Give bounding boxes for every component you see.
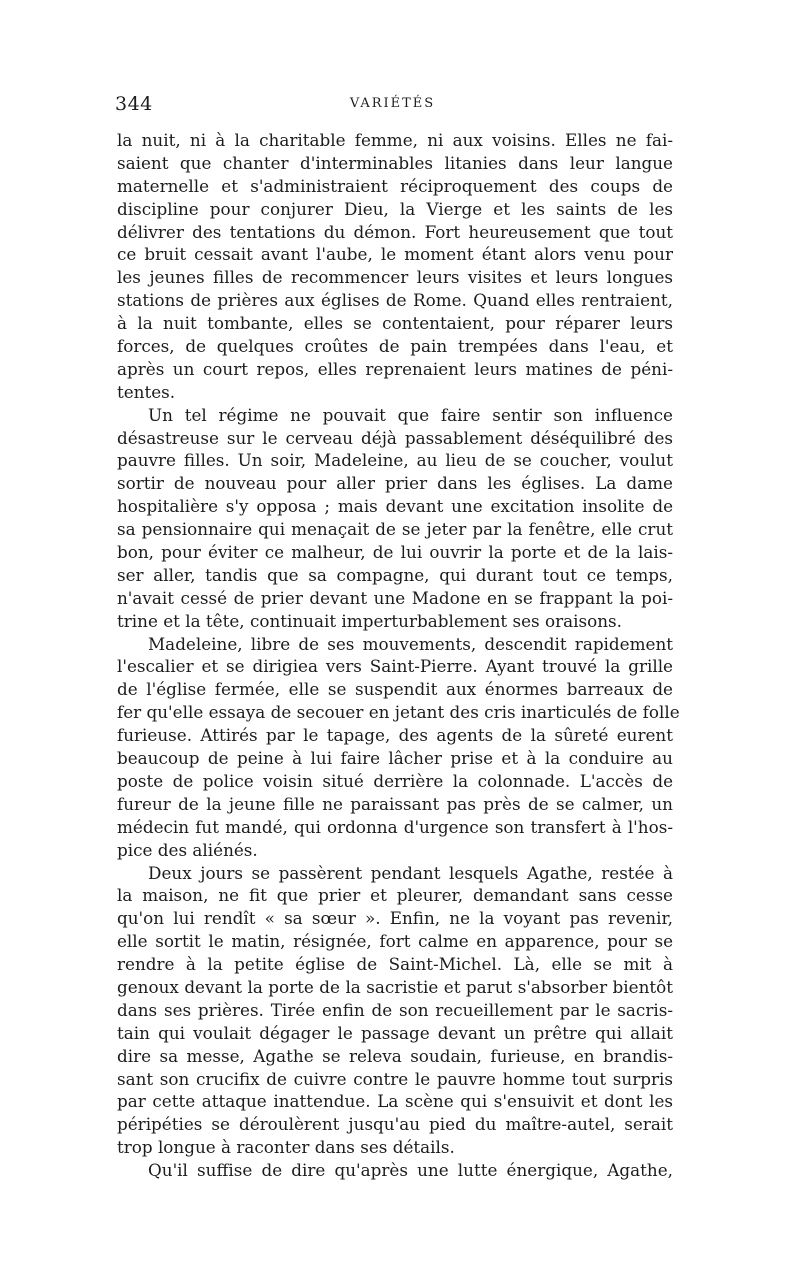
text-line: fer qu'elle essaya de secouer en jetant des cris inarticulés de folle (117, 702, 680, 723)
text-line: elle sortit le matin, résignée, fort calme en apparence, pour se (117, 931, 673, 952)
text-line: tain qui voulait dégager le passage devant un prêtre qui allait (117, 1022, 673, 1043)
text-line: désastreuse sur le cerveau déjà passablement déséquilibré des (117, 427, 673, 448)
text-line: après un court repos, elles reprenaient leurs matines de péni- (117, 358, 673, 379)
text-line: hospitalière s'y opposa ; mais devant une excitation insolite de (117, 496, 673, 517)
text-line: pauvre filles. Un soir, Madeleine, au lieu de se coucher, voulut (117, 450, 673, 471)
text-line: tentes. (117, 381, 176, 402)
text-line: dans ses prières. Tirée enfin de son recueillement par le sacris- (117, 999, 673, 1020)
text-line: trine et la tête, continuait imperturbablement ses oraisons. (117, 610, 622, 631)
text-line: les jeunes filles de recommencer leurs visites et leurs longues (117, 267, 673, 288)
text-line: bon, pour éviter ce malheur, de lui ouvrir la porte et de la lais- (117, 542, 673, 563)
text-line: ce bruit cessait avant l'aube, le moment étant alors venu pour (117, 244, 673, 265)
text-line: qu'on lui rendît « sa sœur ». Enfin, ne la voyant pas revenir, (117, 908, 673, 929)
text-line: par cette attaque inattendue. La scène qui s'ensuivit et dont les (117, 1091, 673, 1112)
text-line: sa pensionnaire qui menaçait de se jeter par la fenêtre, elle crut (117, 519, 673, 540)
text-line: fureur de la jeune fille ne paraissant pas près de se calmer, un (117, 793, 673, 814)
text-line: dire sa messe, Agathe se releva soudain, furieuse, en brandis- (117, 1045, 673, 1066)
text-line: poste de police voisin situé derrière la colonnade. L'accès de (117, 770, 673, 791)
text-line: sant son crucifix de cuivre contre le pauvre homme tout surpris (117, 1068, 673, 1089)
text-line: médecin fut mandé, qui ordonna d'urgence son transfert à l'hos- (117, 816, 673, 837)
body-text (117, 129, 680, 1182)
text-line: la nuit, ni à la charitable femme, ni aux voisins. Elles ne fai- (117, 130, 673, 150)
text-line: furieuse. Attirés par le tapage, des agents de la sûreté eurent (117, 725, 673, 746)
text-line: sortir de nouveau pour aller prier dans les églises. La dame (117, 473, 673, 494)
text-line: Madeleine, libre de ses mouvements, descendit rapidement (148, 633, 673, 654)
text-line: Deux jours se passèrent pendant lesquels Agathe, restée à (148, 862, 673, 883)
text-line: ser aller, tandis que sa compagne, qui durant tout ce temps, (117, 564, 673, 585)
text-line: rendre à la petite église de Saint-Michel. Là, elle se mit à (117, 954, 673, 975)
page-header (115, 93, 670, 119)
text-line: stations de prières aux églises de Rome. Quand elles rentraient, (117, 290, 673, 311)
text-line: maternelle et s'administraient réciproquement des coups de (117, 175, 673, 196)
text-line: Un tel régime ne pouvait que faire sentir son influence (148, 404, 673, 425)
running-head: VARIÉTÉS (349, 96, 436, 111)
text-line: délivrer des tentations du démon. Fort heureusement que tout (117, 221, 673, 242)
text-line: saient que chanter d'interminables litanies dans leur langue (117, 152, 673, 173)
page-number: 344 (115, 93, 153, 115)
text-line: la maison, ne fit que prier et pleurer, demandant sans cesse (117, 885, 673, 906)
text-line: forces, de quelques croûtes de pain trempées dans l'eau, et (117, 336, 673, 357)
text-line: n'avait cessé de prier devant une Madone en se frappant la poi- (117, 587, 673, 608)
text-line: beaucoup de peine à lui faire lâcher prise et à la conduire au (117, 748, 673, 769)
text-line: Qu'il suffise de dire qu'après une lutte énergique, Agathe, (148, 1160, 673, 1181)
text-line: trop longue à raconter dans ses détails. (117, 1137, 455, 1158)
text-line: à la nuit tombante, elles se contentaient, pour réparer leurs (117, 313, 673, 334)
text-line: péripéties se déroulèrent jusqu'au pied du maître-autel, serait (117, 1114, 673, 1135)
text-line: l'escalier et se dirigiea vers Saint-Pierre. Ayant trouvé la grille (117, 656, 673, 677)
text-line: discipline pour conjurer Dieu, la Vierge et les saints de les (117, 198, 673, 219)
text-line: pice des aliénés. (117, 839, 258, 860)
text-line: de l'église fermée, elle se suspendit aux énormes barreaux de (117, 679, 673, 700)
text-line: genoux devant la porte de la sacristie et parut s'absorber bientôt (117, 976, 673, 997)
